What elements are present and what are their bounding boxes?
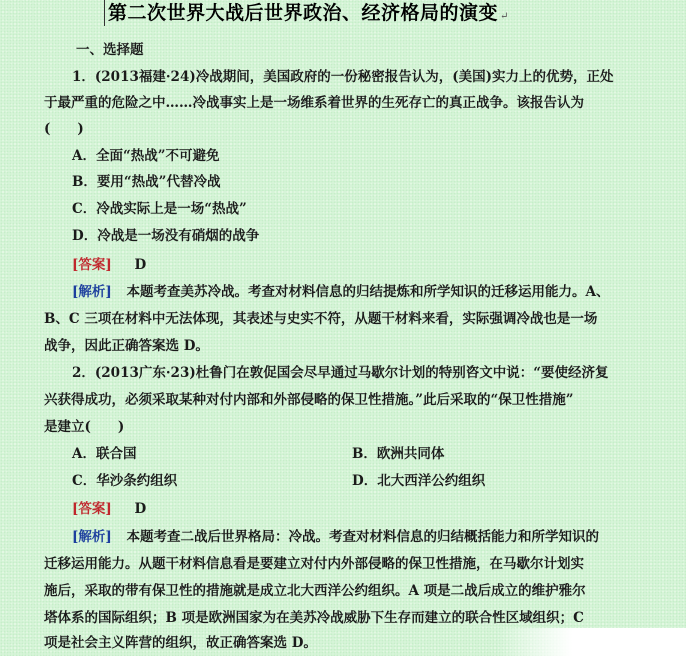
q2-analysis-line-2: 迁移运用能力。从题干材料信息看是要建立对付内外部侵略的保卫性措施，在马歇尔计划实: [44, 556, 584, 572]
q2-analysis-line-1: [72, 526, 599, 548]
q2-answer-value: D: [134, 501, 147, 517]
q2-stem-line-1: 2．(2013广东·23)杜鲁门在敦促国会尽早通过马歇尔计划的特别咨文中说：“要使经济复: [72, 365, 609, 381]
q1-analysis-tag: [解析]: [72, 284, 112, 300]
q2-answer-line: [72, 498, 146, 520]
q1-stem-line-1: 1．(2013福建·24)冷战期间，美国政府的一份秘密报告认为，(美国)实力上的优势，正处: [72, 69, 614, 85]
q1-stem-line-3: ( ): [44, 121, 84, 137]
q2-option-a: A．联合国: [72, 446, 137, 462]
paragraph-mark-icon: ↵: [500, 11, 509, 22]
q1-answer-value: D: [134, 257, 147, 273]
title-text: 第二次世界大战后世界政治、经济格局的演变: [108, 2, 499, 24]
q2-option-c: C．华沙条约组织: [72, 473, 178, 489]
q1-option-b: B．要用“热战”代替冷战: [72, 174, 221, 190]
q2-analysis-line-5: 项是社会主义阵营的组织，故正确答案选 D。: [44, 635, 317, 651]
q2-option-b: B．欧洲共同体: [352, 446, 445, 462]
q2-analysis-line-3: 施后，采取的带有保卫性的措施就是成立北大西洋公约组织。A 项是二战后成立的维护雅尔: [44, 583, 586, 599]
watermark-fade: [496, 628, 686, 656]
q2-answer-tag: [答案]: [72, 501, 112, 517]
q1-answer-tag: [答案]: [72, 257, 112, 273]
q2-option-d: D．北大西洋公约组织: [352, 473, 486, 489]
section-heading: 一、选择题: [76, 42, 144, 58]
q1-analysis-text-1: 本题考查美苏冷战。考查对材料信息的归结提炼和所学知识的迁移运用能力。A、: [126, 284, 610, 300]
q1-analysis-line-2: B、C 三项在材料中无法体现，其表述与史实不符，从题干材料来看，实际强调冷战也是一场: [44, 311, 598, 327]
q2-analysis-line-4: 塔体系的国际组织；B 项是欧洲国家为在美苏冷战威胁下生存而建立的联合性区域组织；C: [44, 610, 584, 626]
q1-option-a: A．全面“热战”不可避免: [72, 148, 220, 164]
q2-analysis-text-1: 本题考查二战后世界格局：冷战。考查对材料信息的归结概括能力和所学知识的: [126, 529, 599, 545]
q1-analysis-line-3: 战争，因此正确答案选 D。: [44, 338, 209, 354]
document-title: [104, 0, 509, 26]
q1-answer-line: [72, 254, 146, 276]
q1-analysis-line-1: [72, 281, 609, 303]
q1-option-c: C．冷战实际上是一场“热战”: [72, 201, 247, 217]
q2-stem-line-3: 是建立( ): [44, 419, 125, 435]
q1-stem-line-2: 于最严重的危险之中……冷战事实上是一场维系着世界的生死存亡的真正战争。该报告认为: [44, 95, 584, 111]
q2-analysis-tag: [解析]: [72, 529, 112, 545]
q1-option-d: D．冷战是一场没有硝烟的战争: [72, 228, 260, 244]
q2-stem-line-2: 兴获得成功，必须采取某种对付内部和外部侵略的保卫性措施。”此后采取的“保卫性措施”: [44, 392, 574, 408]
